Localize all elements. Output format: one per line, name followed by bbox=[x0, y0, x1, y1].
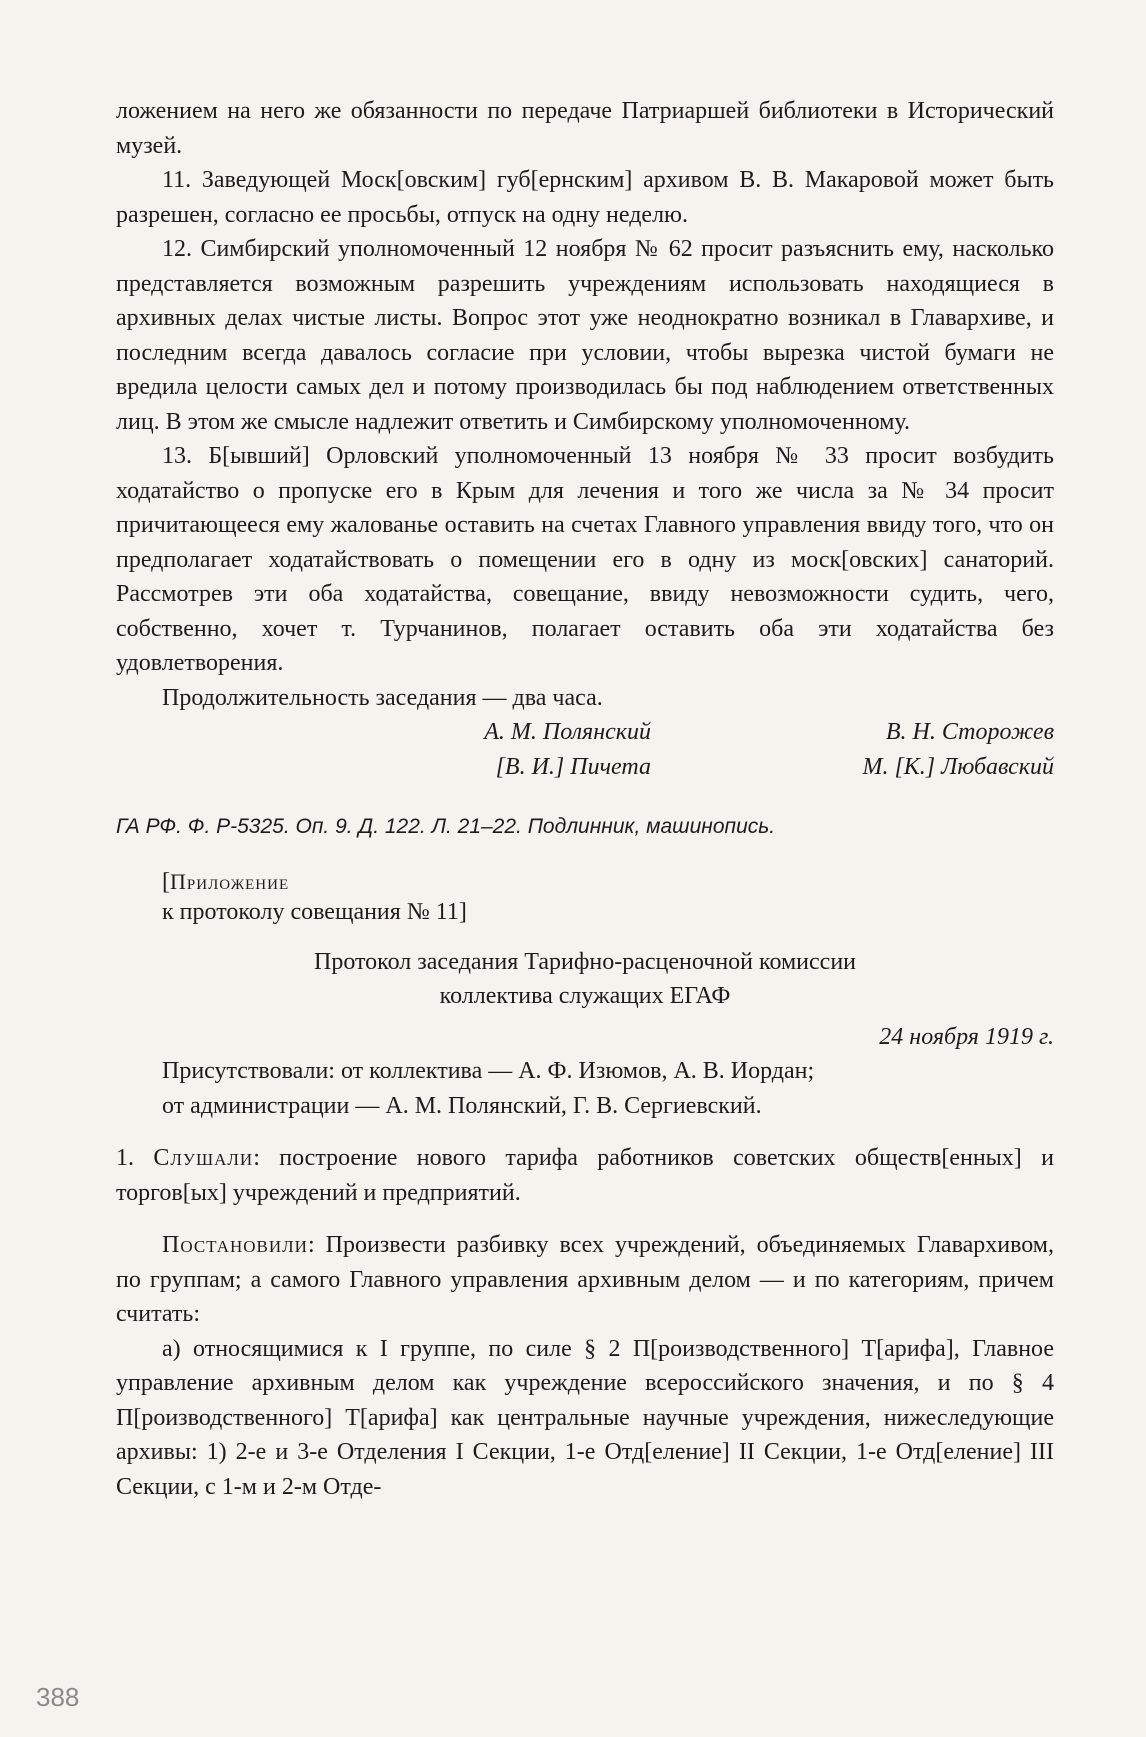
page-number: 388 bbox=[36, 1682, 80, 1712]
protocol-title bbox=[116, 945, 1054, 1014]
paragraph-item-11: 11. Заведующей Моск[овским] губ[ернским] архивом В. В. Макаровой может быть разрешен, согласно ее просьбы, отпуск на одну неделю. bbox=[116, 167, 1054, 228]
appendix-heading bbox=[162, 867, 1054, 927]
resolved-text: : Произвести разбивку всех учреждений, объединяемых Главархивом, по группам; а самого Главного управления архивным делом — и по категориям, причем считать: bbox=[116, 1232, 1054, 1327]
item-1-text: : построение нового тарифа работников советских обществ[енных] и торгов[ых] учреждений и предприятий. bbox=[116, 1145, 1055, 1206]
heard-label: Слушали bbox=[153, 1145, 254, 1171]
protocol-title-line1: Протокол заседания Тарифно-расценочной комиссии bbox=[313, 948, 857, 975]
present-line2: от администрации — А. М. Полянский, Г. В. Сергиевский. bbox=[162, 1092, 762, 1119]
present-line1: Присутствовали: от коллектива — А. Ф. Изюмов, А. В. Иордан; bbox=[162, 1058, 815, 1084]
item-1-heard bbox=[116, 1141, 1054, 1210]
resolved-paragraph bbox=[116, 1228, 1054, 1332]
signature-row-1 bbox=[116, 715, 1054, 750]
paragraph-item-13: 13. Б[ывший] Орловский уполномоченный 13 ноября № 33 просит возбудить ходатайство о пропуске его в Крым для лечения и того же числа за № 34 просит причитающееся ему жалованье оставить на счетах Главного управления ввиду того, что он предполагает ходатайствовать о помещении его в одну из моск[овских] санаторий. Рассмотрев эти оба ходатайства, совещание, ввиду невозможности судить, чего, собственно, хочет т. Турчанинов, полагает оставить оба эти ходатайства без удовлетворения. bbox=[116, 443, 1054, 676]
protocol-date: 24 ноября 1919 г. bbox=[879, 1023, 1054, 1050]
signature-row-2 bbox=[116, 750, 1054, 785]
paragraph-continuation: ложением на него же обязанности по передаче Патриаршей библиотеки в Исторический музей. bbox=[116, 98, 1054, 159]
item-1-prefix: 1. bbox=[116, 1145, 154, 1171]
appendix-label: Приложение bbox=[170, 868, 290, 894]
text-block bbox=[116, 94, 1054, 1504]
appendix-bracket: [ bbox=[162, 868, 170, 895]
item-a-paragraph: а) относящимися к I группе, по силе § 2 П[роизводственного] Т[арифа], Главное управление архивным делом как учреждение всероссийского значения, и по § 4 П[роизводственного] Т[арифа] как центральные научные учреждения, нижеследующие архивы: 1) 2-е и 3-е Отделения I Секции, 1-е Отд[еление] II Секции, 1-е Отд[еление] III Секции, с 1-м и 2-м Отде- bbox=[116, 1335, 1054, 1500]
paragraph-duration: Продолжительность заседания — два часа. bbox=[162, 684, 603, 711]
appendix-line2: к протоколу совещания № 11] bbox=[162, 898, 467, 925]
resolved-label: Постановили bbox=[162, 1232, 308, 1258]
archive-source-reference: ГА РФ. Ф. Р-5325. Оп. 9. Д. 122. Л. 21–22. Подлинник, машинопись. bbox=[116, 815, 776, 838]
paragraph-item-12: 12. Симбирский уполномоченный 12 ноября № 62 просит разъяснить ему, насколько представляется возможным разрешить учреждениям использовать находящиеся в архивных делах чистые листы. Вопрос этот уже неоднократно возникал в Главархиве, и последним всегда давалось согласие при условии, чтобы вырезка чистой бумаги не вредила целости самых дел и потому производилась бы под наблюдением ответственных лиц. В этом же смысле надлежит ответить и Симбирскому уполномоченному. bbox=[116, 236, 1054, 435]
signature-storozhev: В. Н. Сторожев bbox=[885, 719, 1054, 745]
signature-picheta: [В. И.] Пичета bbox=[495, 753, 651, 780]
signature-lyubavsky: М. [К.] Любавский bbox=[862, 753, 1054, 780]
protocol-title-line2: коллектива служащих ЕГАФ bbox=[439, 983, 731, 1009]
signature-polyansky: А. М. Полянский bbox=[484, 719, 651, 745]
